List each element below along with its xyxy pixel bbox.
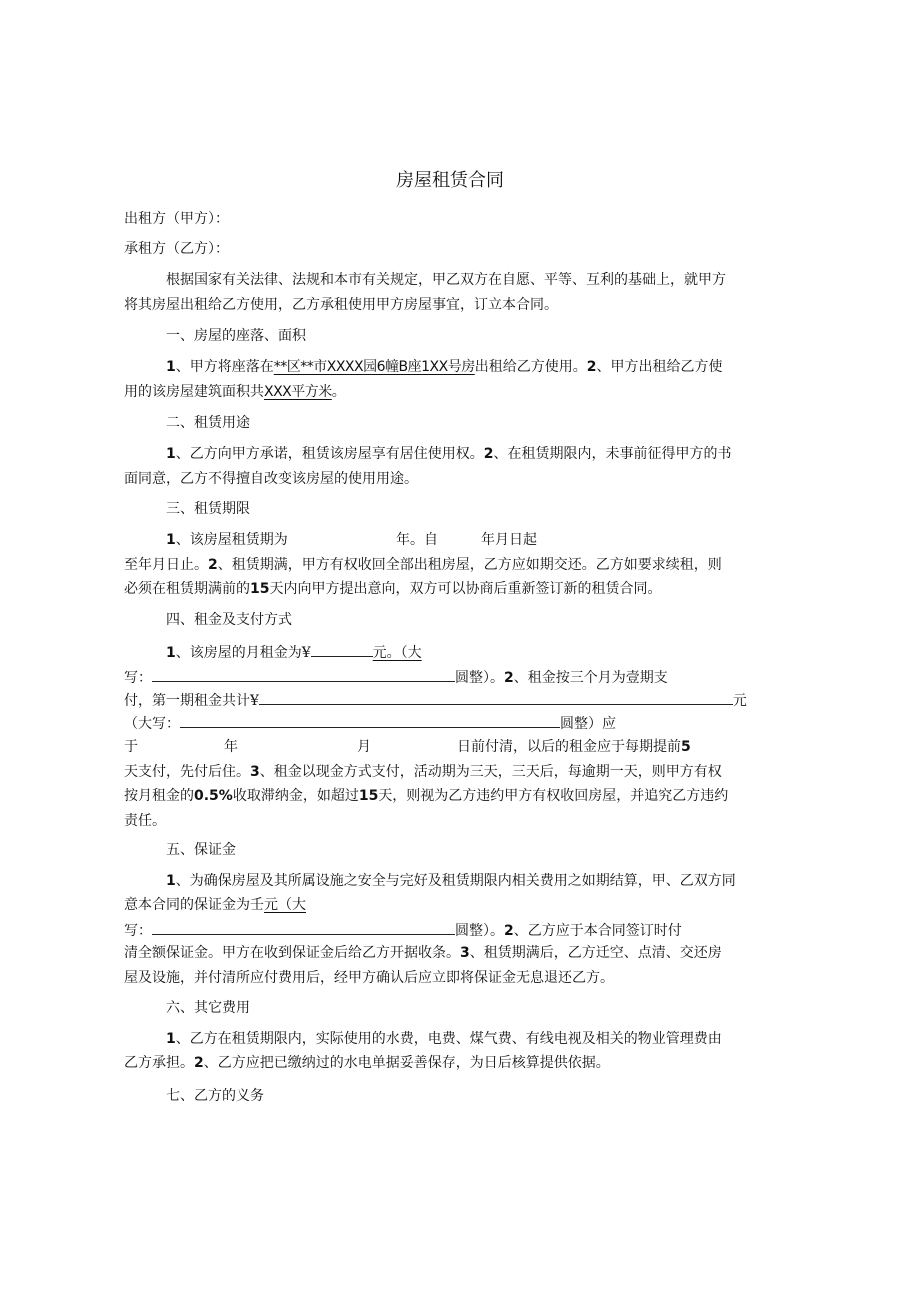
- text: 、租金按三个月为壹期支: [513, 670, 668, 686]
- text: 圆整）应: [560, 716, 616, 732]
- text: 付，第一期租金共计¥: [124, 693, 259, 709]
- text: 元（大: [264, 897, 306, 913]
- section-1-line-2: [124, 383, 346, 401]
- days-number: 5: [681, 739, 691, 755]
- section-2-line-2: 面同意，乙方不得擅自改变该房屋的使用用途。: [124, 471, 418, 487]
- text: 元: [732, 693, 747, 709]
- monthly-rent-blank: [311, 642, 373, 657]
- section-5-line-3: [124, 920, 682, 940]
- section-5-line-1: [166, 872, 736, 890]
- house-area: XXX平方米: [264, 384, 332, 400]
- party-b-line: 承租方（乙方）：: [124, 241, 229, 257]
- section-5-line-2: [124, 896, 306, 914]
- text: 、乙方应于本合同签订时付: [513, 923, 682, 939]
- intro-line-2: 将其房屋出租给乙方使用，乙方承租使用甲方房屋事宜，订立本合同。: [124, 297, 558, 313]
- text: 、该房屋的月租金为¥: [175, 645, 311, 661]
- section-4-line-1: [166, 642, 422, 662]
- item-number: 2: [208, 557, 218, 573]
- text: 、该房屋租赁期为: [175, 532, 288, 548]
- text: 、租赁期满后，乙方迁空、点清、交还房: [469, 945, 722, 961]
- text: 元。（大: [372, 645, 422, 661]
- text: 、在租赁期限内，未事前征得甲方的书: [493, 446, 732, 462]
- section-6-line-2: [124, 1054, 610, 1072]
- text: 用的该房屋建筑面积共: [124, 384, 264, 400]
- section-4-line-3: [124, 690, 747, 710]
- item-number: 2: [194, 1055, 204, 1071]
- item-number: 2: [586, 359, 597, 375]
- item-number: 1: [166, 873, 176, 889]
- pay-by-year: 年: [224, 739, 238, 755]
- section-7-heading: 七、乙方的义务: [166, 1088, 264, 1104]
- section-3-line-1: [166, 531, 288, 549]
- text: 天，则视为乙方违约甲方有权收回房屋，并追究乙方违约: [378, 788, 729, 804]
- section-4-heading: 四、租金及支付方式: [166, 612, 292, 628]
- deposit-words-blank: [152, 920, 455, 935]
- section-6-line-1: [166, 1030, 722, 1048]
- text: 天支付，先付后住。: [124, 764, 250, 780]
- item-number: 2: [483, 446, 494, 462]
- item-number: 3: [460, 945, 470, 961]
- pay-by-yu: 于: [124, 739, 138, 755]
- first-payment-blank: [259, 690, 733, 705]
- item-number: 1: [166, 645, 176, 661]
- section-2-heading: 二、租赁用途: [166, 415, 250, 431]
- pay-by-month: 月: [357, 739, 371, 755]
- text: 、租赁期满，甲方有权收回全部出租房屋，乙方应如期交还。乙方如要求续租，则: [217, 557, 722, 573]
- text: 清全额保证金。甲方在收到保证金后给乙方开据收条。: [124, 945, 460, 961]
- text: 收取滞纳金，如超过: [232, 788, 359, 804]
- item-number: 2: [504, 670, 514, 686]
- section-2-line-1: [166, 445, 732, 463]
- text: 、为确保房屋及其所属设施之安全与完好及租赁期限内相关费用之如期结算，甲、乙双方同: [175, 873, 736, 889]
- section-5-heading: 五、保证金: [166, 842, 236, 858]
- text: 、租金以现金方式支付，活动期为三天，三天后，每逾期一天，则甲方有权: [259, 764, 722, 780]
- section-5-line-4: [124, 944, 722, 962]
- text: 乙方承担。: [124, 1055, 194, 1071]
- section-3-heading: 三、租赁期限: [166, 501, 250, 517]
- text: 至年月日止。: [124, 557, 208, 573]
- text: 、乙方应把已缴纳过的水电单据妥善保存，为日后核算提供依据。: [203, 1055, 610, 1071]
- item-number: 1: [166, 359, 176, 375]
- section-4-line-8: 责任。: [124, 813, 166, 829]
- item-number: 1: [166, 532, 176, 548]
- text: 圆整）。: [455, 670, 504, 686]
- section-1-heading: 一、房屋的座落、面积: [166, 328, 306, 344]
- lease-start-date: 年月日起: [481, 532, 537, 548]
- document-title: 房屋租赁合同: [396, 170, 504, 191]
- text: 天内向甲方提出意向，双方可以协商后重新签订新的租赁合同。: [269, 581, 662, 597]
- section-4-line-7: [124, 787, 728, 805]
- lease-term-years: 年。自: [396, 532, 438, 548]
- intro-line-1: 根据国家有关法律、法规和本市有关规定，甲乙双方在自愿、平等、互利的基础上，就甲方: [166, 272, 726, 288]
- item-number: 3: [250, 764, 260, 780]
- section-3-line-2: [124, 556, 722, 574]
- late-fee-percent: 0.5%: [194, 788, 233, 804]
- item-number: 1: [166, 1031, 176, 1047]
- text: 写：: [124, 923, 152, 939]
- section-6-heading: 六、其它费用: [166, 1000, 250, 1016]
- item-number: 2: [504, 923, 514, 939]
- text: 、乙方在租赁期限内，实际使用的水费，电费、煤气费、有线电视及相关的物业管理费由: [175, 1031, 722, 1047]
- text: 圆整）。: [455, 923, 504, 939]
- section-4-line-6: [124, 763, 722, 781]
- text: 写：: [124, 670, 152, 686]
- section-3-line-3: [124, 580, 661, 598]
- section-5-line-5: 屋及设施，并付清所应付费用后，经甲方确认后应立即将保证金无息退还乙方。: [124, 970, 614, 986]
- text: 、甲方将座落在: [175, 359, 274, 375]
- section-1-line-1: [166, 358, 722, 376]
- party-a-line: 出租方（甲方）：: [124, 211, 229, 227]
- text: 日前付清，以后的租金应于每期提前: [457, 739, 681, 755]
- pay-by-day: [457, 738, 691, 756]
- house-address: **区**市XXXX园6幢B座1XX号房: [273, 359, 475, 375]
- rent-words-blank: [152, 667, 455, 682]
- section-4-line-4: [124, 713, 616, 733]
- text: 必须在租赁期满前的: [124, 581, 250, 597]
- text: 。: [331, 384, 346, 400]
- section-4-line-2: [124, 667, 668, 687]
- days-number: 15: [250, 581, 270, 597]
- first-payment-words-blank: [180, 713, 560, 728]
- text: 意本合同的保证金为壬: [124, 897, 264, 913]
- text: （大写：: [124, 716, 180, 732]
- text: 按月租金的: [124, 788, 194, 804]
- days-number: 15: [358, 788, 379, 804]
- item-number: 1: [166, 446, 176, 462]
- text: 出租给乙方使用。: [474, 359, 587, 375]
- text: 、乙方向甲方承诺，租赁该房屋享有居住使用权。: [175, 446, 484, 462]
- text: 、甲方出租给乙方使: [596, 359, 723, 375]
